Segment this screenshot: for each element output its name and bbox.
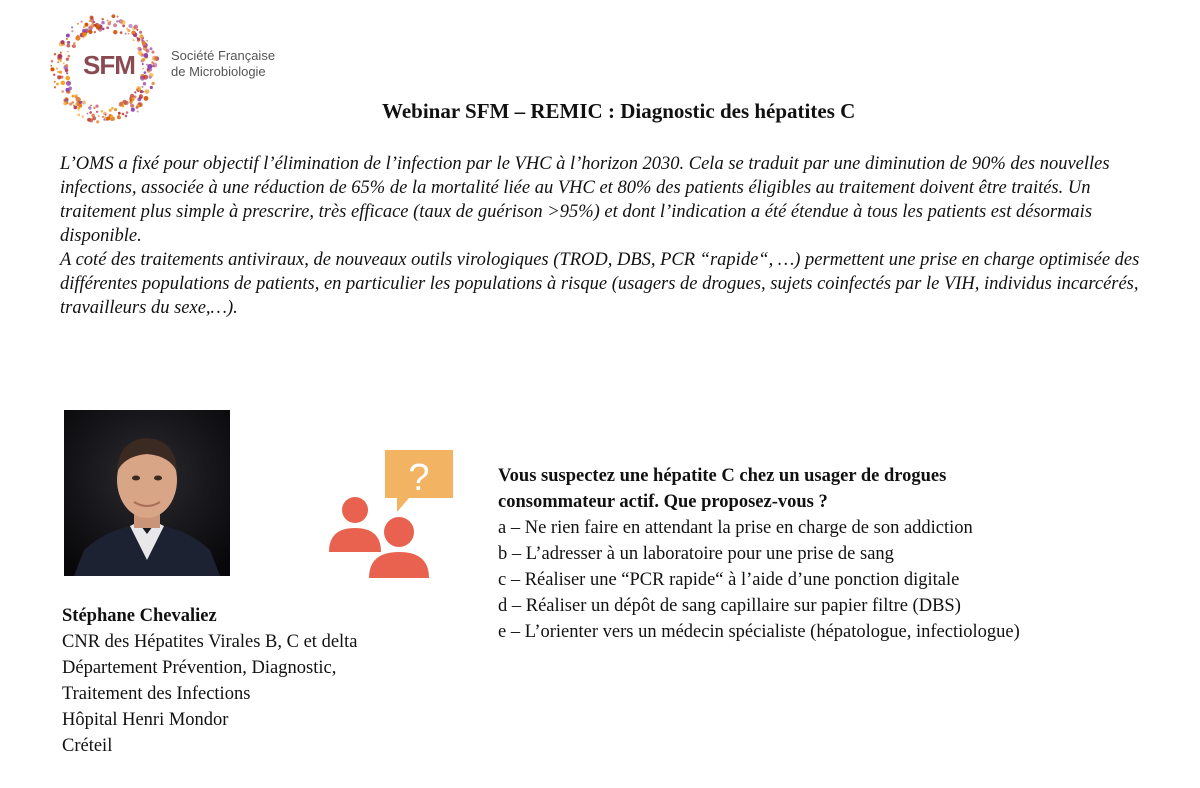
page-title: Webinar SFM – REMIC : Diagnostic des hépatites C	[382, 99, 856, 123]
answer-option-b: b – L’adresser à un laboratoire pour une prise de sang	[498, 544, 894, 564]
speaker-photo	[64, 410, 230, 576]
intro-paragraph-1: L’OMS a fixé pour objectif l’élimination de l’infection par le VHC à l’horizon 2030. Cela se traduit par une diminution de 90% des nouvelles infections, associée à une réduction de 65% de la mortalité liée au VHC et 80% des patients éligibles au traitement doivent être traités. Un traitement plus simple à prescrire, très efficace (taux de guérison >95%) et dont l’indication a été étendue à tous les patients est désormais disponible.	[60, 154, 1110, 246]
speaker-portrait-icon	[64, 410, 230, 576]
answer-option-c: c – Réaliser une “PCR rapide“ à l’aide d’une ponction digitale	[498, 570, 960, 590]
speaker-affiliation-line-5: Créteil	[62, 736, 113, 756]
logo-name-line-1: Société Française	[171, 48, 276, 63]
question-discussion-icon	[325, 448, 457, 582]
speaker-affiliation-line-1: CNR des Hépatites Virales B, C et delta	[62, 632, 358, 652]
logo-name-line-2: de Microbiologie	[171, 64, 266, 79]
question-heading-line-2: consommateur actif. Que proposez-vous ?	[498, 492, 828, 512]
answer-option-a: a – Ne rien faire en attendant la prise en charge de son addiction	[498, 518, 973, 538]
intro-paragraph-2: A coté des traitements antiviraux, de nouveaux outils virologiques (TROD, DBS, PCR “rapide“, …) permettent une prise en charge optimisée des différentes populations de patients, en particulier les populations à risque (usagers de drogues, sujets coinfectés par le VIH, individus incarcérés, travailleurs du sexe,…).	[60, 250, 1140, 318]
speaker-affiliation-line-2: Département Prévention, Diagnostic,	[62, 658, 337, 678]
answer-option-d: d – Réaliser un dépôt de sang capillaire sur papier filtre (DBS)	[498, 596, 961, 616]
intro-text	[60, 152, 1170, 320]
logo-mark: SFM	[83, 50, 135, 80]
speaker-affiliation-line-4: Hôpital Henri Mondor	[62, 710, 229, 730]
question-heading-line-1: Vous suspectez une hépatite C chez un usager de drogues	[498, 466, 947, 486]
sfm-logo	[50, 14, 290, 124]
speaker-name: Stéphane Chevaliez	[62, 606, 217, 626]
quiz-question	[498, 463, 1178, 645]
speaker-affiliation-line-3: Traitement des Infections	[62, 684, 251, 704]
logo-organization-name	[171, 48, 275, 80]
answer-options	[498, 515, 1178, 645]
svg-text:?: ?	[408, 457, 430, 499]
speaker-info	[62, 603, 358, 759]
answer-option-e: e – L’orienter vers un médecin spécialiste (hépatologue, infectiologue)	[498, 622, 1020, 642]
question-heading	[498, 463, 1178, 515]
